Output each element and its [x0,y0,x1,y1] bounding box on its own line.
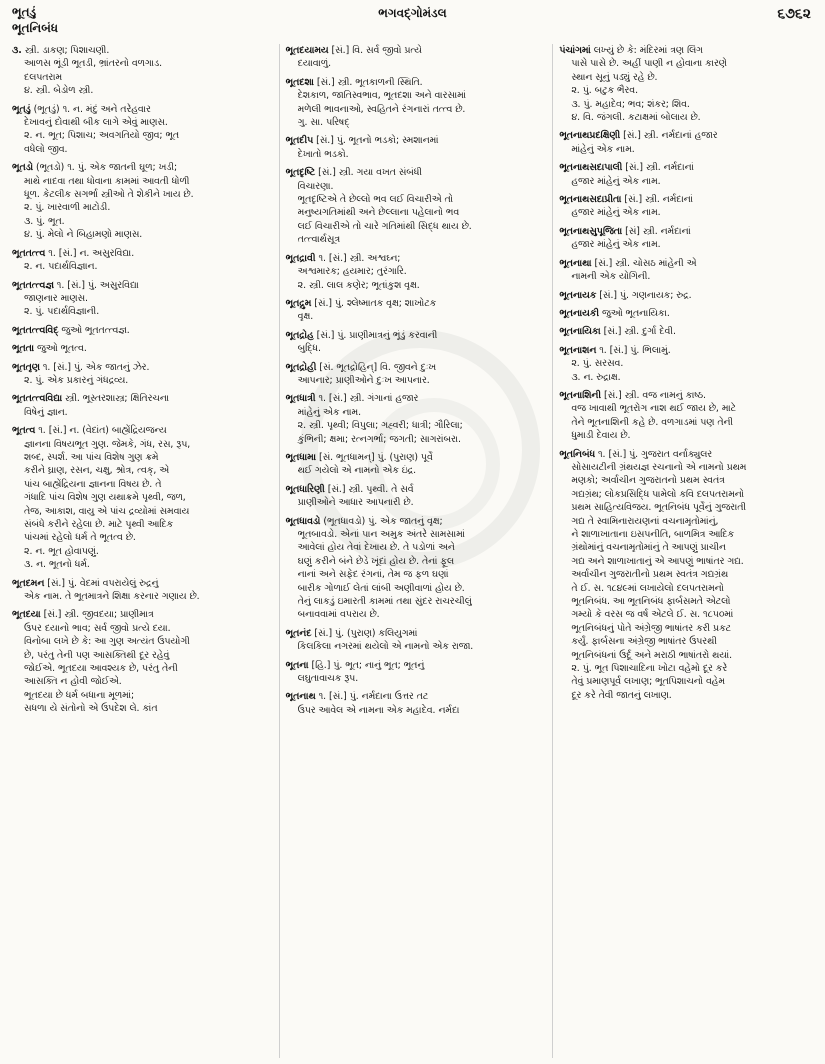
headword: ભૂતનાશન [559,344,597,356]
entry-headline: ભૂતદીપ [સં.] પું. ભૂતનો ભડકો; સ્મશાનમાં [285,135,439,147]
entry-line: તેવું પ્રમાણપૂર્વ લખાણ; ભૂતપિશાચનો વહેમ [571,676,725,688]
headword: ભૂતનાથસદાપ્રીતા [559,194,622,206]
entry-line: થઈ ગયેલો એ નામનો એક ઇંદ્ર. [297,465,417,477]
book-title: ભગવદ્ગોમંડલ [378,6,447,20]
entry-line: તેને ભૂતનાશિની કહે છે. વળગાડમાં પણ તેની [571,416,734,428]
entry-line: લઘુતાવાચક રૂપ. [297,673,359,685]
dictionary-entry [559,257,818,284]
headword: ૩. [12,45,22,56]
headword: ભૂતદીપ [285,135,314,147]
entry-line: આસક્તિ ન હોવી જોઈએ. [24,676,122,688]
entry-line: ભૂતનિબંધનું પોતે અંગ્રેજી ભાષાંતર કરી પ્રકટ [571,622,732,634]
headword: ભૂતનાશિની [559,389,602,401]
entry-headline: ભૂતનાથસદાપાલી [સં.] સ્ત્રી. નર્મદાનાં [559,162,694,174]
dictionary-entry [286,515,545,622]
entry-line: વૃક્ષ. [297,311,314,323]
entry-line: ને શાળાખાતાના ઇસપનીતિ, બાળમિત્ર આદિક [571,529,735,540]
headword: ભૂતતત્ત્વજ્ઞ [12,279,54,291]
entry-line: ગ્રંથોમાંનું વચનામૃતોમાંનું તે આપણું પ્રાચીન [571,542,726,554]
entry-line: આવેલાં હોય તેવાં દેખાય છે. તે પડોળાં અને [297,542,455,554]
entry-line: મળેલી ભાવનાઓ, સ્વહિતને રંગનારાં તત્ત્વ છે. [297,103,466,115]
entry-line: દેશકાળ, જાતિસ્વભાવ, ભૂતદશા અને વારસામાં [297,90,467,102]
entry-line: કર્યું. ફાર્બસના અંગ્રેજી ભાષાંતર ઉપરથી [571,636,717,648]
entry-headline: ભૂતનિબંધ ૧. [સં.] પું. ગુજરાત વર્નાક્યુલર [559,448,713,460]
entry-line: વજ ખાવાથી ભૂતરોગ નાશ થઈ જાય છે, માટે [571,403,737,415]
dictionary-entry [559,307,818,320]
headword: ભૂતતત્ત્વ [12,247,46,259]
entry-headline: ભૂતધામા [સં. ભૂતધામન્] પું. (પુરાણ) પૂર્વે [285,451,433,463]
headword: ભૂતદૃષ્ટિ [285,167,316,179]
entry-line: ૨. પું. પદાર્થવિજ્ઞાની. [24,306,100,318]
dictionary-entry [12,247,271,274]
entry-line: ૨. સ્ત્રી. લાલ કણેર; ભૂતાંકુશ વૃક્ષ. [297,279,420,291]
entry-headline: ભૂતડો (ભૂતડો) ૧. પું. એક જાતની ઘૂળ; ખડી; [12,162,178,174]
dictionary-entry [12,424,271,571]
dictionary-entry [559,225,818,252]
entry-headline: ભૂતદયામય [સં.] વિ. સર્વ જીવો પ્રત્યે [285,45,422,56]
entry-line: ગદ્ય તે સ્વામિનારાયણનાં વચનામૃતોમાંનું, [571,515,719,527]
entry-headline: ભૂતનાથપ્રદક્ષિણી [સં.] સ્ત્રી. નર્મદાનાં હજાર [559,130,718,142]
entry-line: વિષેનું જ્ઞાન. [24,406,68,418]
entry-line: ૨. ન. પદાર્થવિજ્ઞાન. [24,261,98,273]
headword: ભૂતનાયક [559,289,597,301]
dictionary-entry [286,451,545,478]
entry-line: બનાવવામાં વપરાય છે. [297,609,380,621]
entry-line: સધળા યે સંતોનો એ ઉપદેશ લે. કાંત [24,703,158,715]
headword: ભૂતતત્ત્વવિદ્યા [12,393,63,405]
dictionary-entry [286,297,545,324]
column-3 [552,44,818,1058]
dictionary-entry [12,392,271,419]
dictionary-entry [12,44,271,98]
entry-line: લઈ વિચારીએ તો ચારે ગતિમાંથી સિદ્ધ થાય છે. [297,220,472,232]
headword: ભૂતનાથસદાપાલી [559,162,623,174]
entry-line: શબ્દ, સ્પર્શ. આ પાંચ વિશેષ ગુણ ક્રમે [24,451,159,463]
guide-word-first: ભૂતડું [12,5,37,19]
dictionary-entry [286,361,545,388]
entry-line: તે ઈ. સ. ૧૮૪૯માં લખાયેલો દલપતરામનો [571,582,724,594]
headword: ભૂતદયા [12,609,41,621]
dictionary-entry [12,577,271,604]
entry-line: હજાર માંહેનું એક નામ. [571,239,661,251]
entry-line: અશ્વમારક; હયમાર; તુરંગારિ. [297,266,407,278]
entry-line: ૪. વિ. જંગલી. કટાક્ષમાં બોલાય છે. [571,112,701,124]
dictionary-entry [559,289,818,302]
dictionary-entry [559,129,818,156]
entry-line: પાસે પાસે છે. અહીં પાણી ન હોવાના કારણે [571,58,727,70]
entry-line: મનુષ્યગતિમાંથી અને છેલ્લાના પહેલાનો ભવ [297,207,460,219]
headword: ભૂતના [285,659,309,671]
entry-line: આળસ ભૂંડી ભૂતડી, ભ્રાંતરનો વળગાડ. [24,58,163,70]
entry-line: ૩. ન. ભૂતનો ધર્મ. [24,559,90,571]
headword: ભૂતનાથા [559,257,592,269]
entry-line: ૨. સ્ત્રી. પૃથ્વી; વિપુલા; ગહ્વરી; ધાત્રી; ગૌરિલા; [297,420,463,432]
entry-headline: ભૂતનાથ ૧. [સં.] પું. નર્મદાના ઉત્તર તટ [285,691,429,703]
dictionary-entry [12,161,271,241]
entry-headline: ભૂતધાવડો (ભૂતધાવડો) પું. એક જાતનું વૃક્ષ; [285,515,443,527]
headword: ભૂતદ્રોહ [285,329,314,341]
entry-headline: ભૂતદ્રોહી [સં. ભૂતદ્રોહિન્] વિ. જીવને દુઃખ [285,361,437,373]
headword: ભૂતનાયિકા [559,326,601,338]
entry-line: ૨. પું. સરસવ. [571,358,624,370]
entry-line: ઉપર દયાનો ભાવ; સર્વ જીવો પ્રત્યે દયા. [24,622,171,634]
entry-line: જાણનાર માણસ. [24,292,88,304]
entry-headline: ભૂતનાશન ૧. [સં.] પું. ભિલામું. [559,344,671,356]
dictionary-entry [286,134,545,161]
entry-line: ઉપર આવેલ એ નામના એક મહાદેવ. નર્મદા [297,704,460,716]
entry-line: ૨. ન. ભૂત; પિશાચ; અવગતિયો જીવ; ભૂત [24,130,180,142]
entry-line: હજાર માંહેનું એક નામ. [571,207,661,219]
entry-headline: ભૂતનાથસદાપ્રીતા [સં.] સ્ત્રી. નર્મદાનાં [559,194,693,206]
entry-headline: ભૂતતત્ત્વવિદ્યા સ્ત્રી. ભૂસ્તરશાસ્ત્ર; ક્ષિતિરચના [12,393,170,405]
entry-line: મણકો; અર્વાચીન ગુજરાતનો પ્રથમ સ્વતંત્ર [571,475,725,487]
dictionary-entry [286,76,545,130]
entry-headline: ભૂતનાયકી જુઓ ભૂતનાયિકા. [559,307,670,319]
entry-headline: ભૂતદયા [સં.] સ્ત્રી. જીવદયા; પ્રાણીમાત્ર [12,609,154,621]
dictionary-entry [559,44,818,124]
entry-headline: ભૂતદ્રુમ [સં.] પું. શ્લેષ્માતક વૃક્ષ; શાખોટક [285,297,437,309]
entry-headline: ભૂતનાયક [સં.] પું. ગણનાયક; રુદ્ર. [559,289,692,301]
entry-line: ૨. ન. ભૂત હોવાપણું. [24,545,99,557]
entry-headline: ભૂતદૃષ્ટિ [સં.] સ્ત્રી. ગયા વખત સંબંધી [285,167,422,179]
headword: પંચાંગમાં [559,45,591,56]
entry-line: દલપતરામ [24,71,63,83]
entry-line: ગુ. સા. પરિષદ્ [297,117,350,129]
entry-headline: ભૂતતત્ત્વજ્ઞ ૧. [સં.] પું. અસુરવિદ્યા [12,279,139,291]
headword: ભૂતનાથ [285,691,316,703]
guide-word-last: ભૂતનિબંધ [12,21,59,35]
column-2 [279,44,545,1058]
entry-line: ભૂતદયા છે ધર્મ બધાના મૂળમાં; [24,689,135,701]
column-1 [12,44,271,1058]
entry-line: તત્ત્વાર્થસૂત્ર [297,234,341,246]
entry-line: પાંચમાં રહેલો ધર્મ તે ભૂતત્વ છે. [24,532,136,544]
entry-headline: ભૂતતૃણ ૧. [સં.] પું. એક જાતનું ઝેર. [12,361,150,373]
dictionary-entry [12,279,271,319]
dictionary-entry [559,344,818,384]
entry-headline: પંચાંગમાં લખ્યું છે કે: મંદિરમાં ત્રણ લિંગ [559,45,703,56]
dictionary-entry [286,483,545,510]
entry-line: ૨. પું. ભૂત પિશાચાદિના ખોટા વહેમો દૂર કરે [571,663,728,675]
entry-headline: ભૂતનાથસુપૂજિતા [સં] સ્ત્રી. નર્મદાનાં [559,225,691,237]
entry-line: ૩. પું. ભૂત. [24,215,65,227]
dictionary-entry [286,252,545,292]
dictionary-entry [559,193,818,220]
entry-line: માથે નાદવા તથા ધોવાના કામમાં આવતી ધોળી [24,175,190,187]
dictionary-entry [286,44,545,71]
headword: ભૂતતા [12,343,35,355]
entry-headline: ભૂતનાશિની [સં.] સ્ત્રી. વજ નામનું કાષ્ઠ. [559,389,706,401]
entry-line: ભૂતબાવડો. એનાં પાન અમુક અંતરે સામસામાં [297,529,465,540]
entry-line: ભૂતદૃષ્ટિએ તે છેલ્લો ભવ લઈ વિચારીએ તો [297,194,454,206]
dictionary-entry [559,389,818,443]
dictionary-entry [559,448,818,703]
entry-line: નાનાં અને સફેદ રંગનાં, તેમ જ ફળ ઘણાં [297,569,449,581]
headword: ભૂતદયામય [285,45,329,56]
entry-line: દેખાતો ભડકો. [297,148,349,160]
headword: ભૂતધાવડો [285,515,321,527]
entry-headline: ભૂતધાત્રી ૧. [સં.] સ્ત્રી. ગંગાનાં હજાર [285,393,419,405]
headword: ભૂતતત્ત્વવિદ્ [12,324,59,336]
entry-line: પાંચ બાહ્યેંદ્રિયના જ્ઞાનના વિષય છે. તે [24,478,162,490]
entry-line: માંહેનું એક નામ. [571,143,635,155]
entry-line: કુંભિની; ક્ષમા; રત્નગર્ભા; જગતી; સાગરાંબરા. [297,433,462,445]
entry-line: છે, પરંતુ તેની પણ આસક્તિથી દૂર રહેવું [24,649,170,661]
entry-line: ધુમાડી દેવાય છે. [571,430,631,442]
dictionary-entry [559,325,818,338]
entry-headline: ભૂતતત્ત્વવિદ્ જુઓ ભૂતતત્ત્વજ્ઞ. [12,324,130,336]
entry-line: ૪. સ્ત્રી. બેડોળ સ્ત્રી. [24,85,94,97]
dictionary-entry [12,103,271,157]
entry-line: કિલકિલા નગરમાં થયેલો એ નામનો એક રાજા. [297,641,474,653]
entry-line: તેનું લાકડું ઇમારતી કામમાં તથા સુંદર રાચરચીલું [297,596,472,608]
dictionary-entry [286,659,545,686]
headword: ભૂતનાયકી [559,307,599,319]
headword: ભૂતદ્રાવી [285,252,316,264]
entry-headline: ભૂતદ્રોહ [સં.] પું. પ્રાણીમાત્રનું ભૂંડું કરવાની [285,329,438,341]
dictionary-entry [559,161,818,188]
entry-line: ભૂતનિબંધનાં ઉર્દૂ અને મરાઠી ભાષાંતરો થયાં. [571,649,733,661]
entry-line: આપનાર; પ્રાણીઓને દુઃખ આપનાર. [297,374,430,386]
entry-line: વિનોબા લખે છે કે: આ ગુણ અત્યંત ઉપયોગી [24,636,190,648]
headword: ભૂતધારિણી [285,483,325,495]
dictionary-entry [286,166,545,246]
entry-headline: ભૂતદ્રાવી ૧. [સં.] સ્ત્રી. અશ્વઘ્ન; [285,252,401,264]
entry-line: ઘણું કરીને બંને છેડે ખૂંદાં હોય છે. તેનાં ફૂલ [297,555,454,567]
entry-line: કરીને ઘ્રાણ, રસન, ચક્ષુ, શ્રોત્ર, ત્વક્, એ [24,465,170,477]
entry-line: ગમ્યો કે વરસ જ વર્ષ એટલે ઈ. સ. ૧૮૫૦માં [571,609,734,621]
entry-headline: ભૂતતત્ત્વ ૧. [સં.] ન. અસુરવિદ્યા. [12,247,135,259]
entry-line: બુદ્ધિ. [297,343,321,355]
entry-line: ૨. પું. ખારવાળી માટોડી. [24,202,111,214]
entry-line: ધૂળ. કેટલીક સગર્ભા સ્ત્રીઓ તે શેકીને ખાય છે. [24,189,194,201]
entry-line: ૩. પું. મહાદેવ; ભવ; શંકર; શિવ. [571,98,690,110]
entry-line: સ્થાન સૂનું પડ્યું રહે છે. [571,71,658,83]
headword: ભૂતદમન [12,577,45,589]
headword: ભૂતનાથસુપૂજિતા [559,225,623,237]
entry-line: જ્ઞાનના વિષયભૂત ગુણ. જેમકે, ગંધ, રસ, રૂપ, [24,438,191,450]
entry-line: ૩. ન. રુદ્રાક્ષ. [571,371,621,383]
headword: ભૂતનંદ [285,627,312,639]
entry-headline: ભૂતત્વ ૧. [સં.] ન. (વેદાંત) બાહ્યેંદ્રિયજન્ય [12,425,167,437]
page-number: ૬૭૬૨ [777,6,811,22]
entry-headline: ભૂતનાથા [સં.] સ્ત્રી. ચોસઠ માંહેની એ [559,257,697,269]
entry-headline: ભૂતડું (ભૂતડું) ૧. ન. મંદું અને તરેહવાર [12,103,151,115]
entry-line: નામની એક યોગિની. [571,271,651,283]
entry-line: ૨. પું. એક પ્રકારનું ગંધદ્રવ્ય. [24,374,129,386]
entry-line: અર્વાચીન ગુજરાતીનો પ્રથમ સ્વતંત્ર ગદ્યગ્રંથ [571,569,729,581]
dictionary-entry [12,361,271,388]
entry-line: ૪. પું. મેલો ને બિહામણો માણસ. [24,229,143,241]
entry-line: પ્રથમ સાહિત્યવિજય. ભૂતનિબંધ પૂર્વેનું ગુજરાતી [571,502,747,514]
entry-line: વિચારણા. [297,180,334,192]
entry-line: સંબંધે કરીને રહેલા છે. માટે પૃથ્વી આદિક [24,519,174,530]
entry-line: ગદ્ય અને શાળાખાતાનું એ આપણું ભાષાંતર ગદ્ય. [571,555,744,567]
entry-headline: ભૂતનાયિકા [સં.] સ્ત્રી. દુર્ગા દેવી. [559,326,676,338]
headword: ભૂતદ્રોહી [285,361,317,373]
entry-line: ગદ્યગ્રંથ; લોકપ્રસિદ્ધિ પામેલો કવિ દલપતરામનો [571,488,745,500]
dictionary-entry [12,342,271,355]
headword: ભૂતનાથપ્રદક્ષિણી [559,130,621,142]
dictionary-columns [12,44,818,1058]
dictionary-entry [286,392,545,446]
entry-line: દયાવાળું. [297,58,332,70]
entry-line: ગંધાદિ પાંચ વિશેષ ગુણ યથાક્રમે પૃથ્વી, જળ, [24,492,186,504]
headword: ભૂતધામા [285,451,316,463]
headword: ભૂતત્વ [12,425,36,437]
entry-line: દેખાવનું દોવાથી બીક લાગે એવું માણસ. [24,117,168,129]
dictionary-entry [286,690,545,717]
entry-line: ૨. પું. બટુક ભૈરવ. [571,85,639,97]
entry-headline: ભૂતદમન [સં.] પું. વેદમાં વપરાયેલું રુદ્રનું [12,577,159,589]
page-header [0,0,825,40]
dictionary-entry [12,324,271,337]
entry-line: વધેલો જીવ. [24,143,68,155]
entry-headline: ૩. સ્ત્રી. ડાકણ; પિશાચણી. [12,45,110,56]
headword: ભૂતડો [12,162,34,174]
entry-headline: ભૂતતા જુઓ ભૂતત્વ. [12,343,87,355]
headword: ભૂતધાત્રી [285,393,316,405]
entry-line: માંહેનું એક નામ. [297,406,362,418]
dictionary-entry [12,608,271,715]
entry-headline: ભૂતદશા [સં.] સ્ત્રી. ભૂતકાળની સ્થિતિ. [285,76,423,88]
headword: ભૂતદ્રુમ [285,297,312,309]
dictionary-entry [286,329,545,356]
entry-headline: ભૂતનંદ [સં.] પું. (પુરાણ) કલિયુગમાં [285,627,418,639]
dictionary-entry [286,627,545,654]
entry-line: હજાર માંહેનું એક નામ. [571,175,661,187]
entry-line: ભૂતનિબંધ. આ ભૂતનિબંધ ફાર્બસમતે એટલો [571,596,731,608]
entry-line: પ્રાણીઓને આધાર આપનારી છે. [297,497,414,509]
entry-headline: ભૂતધારિણી [સં.] સ્ત્રી. પૃથ્વી. તે સર્વ [285,483,414,495]
headword: ભૂતતૃણ [12,361,40,373]
entry-headline: ભૂતના [હિ.] પું. ભૂત; નાનું ભૂત; ભૂતનું [285,659,425,671]
entry-line: જોઈએ. ભૂતદયા આવશ્યક છે, પરંતુ તેની [24,663,178,675]
entry-line: સોસાયટીની ગ્રંથયજ્ઞ રચનાનો એ નામનો પ્રથમ [571,461,747,473]
entry-line: બારીક ગોળાઈ લેતાં લાંબી અણીવાળાં હોય છે. [297,582,465,594]
headword: ભૂતડું [12,103,31,115]
entry-line: દૂર કરે તેવી જાતનું લખાણ. [571,689,672,701]
headword: ભૂતનિબંધ [559,448,596,460]
headword: ભૂતદશા [285,76,314,88]
entry-line: તેજ, આકાશ, વાયુ એ પાંચ દ્રવ્યોમાં સમવાય [24,505,190,517]
entry-line: એક નામ. તે ભૂતમાત્રને શિક્ષા કરનાર ગણાય છે. [24,591,200,603]
